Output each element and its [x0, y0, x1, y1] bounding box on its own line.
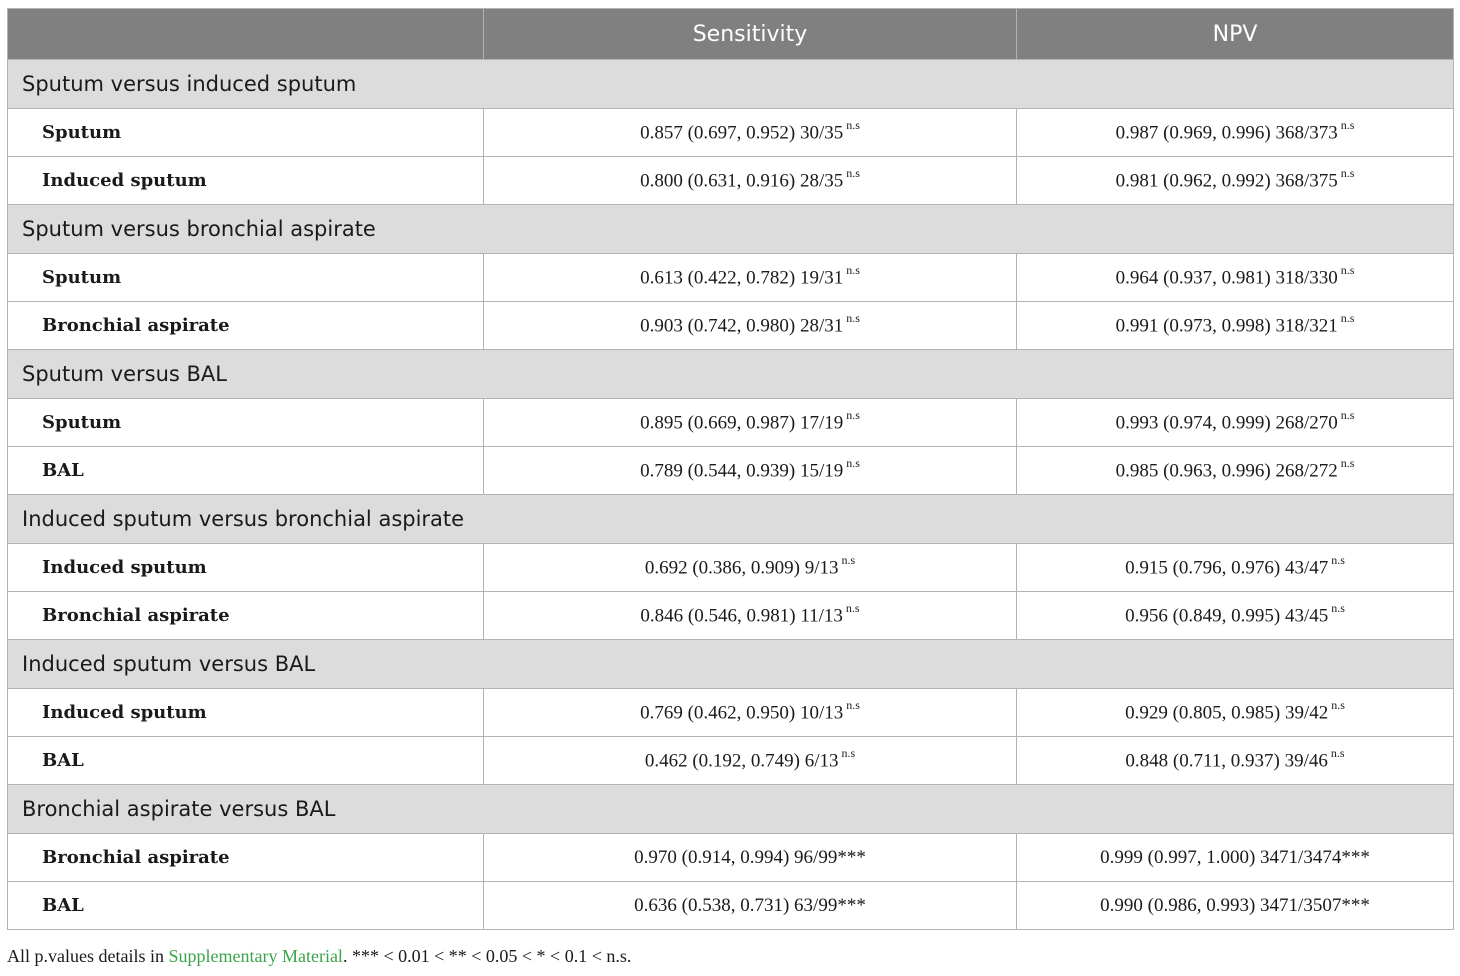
sensitivity-value-cell	[484, 834, 1017, 882]
sensitivity-value-cell	[484, 592, 1017, 640]
significance-marker: n.s	[846, 311, 860, 326]
group-title: Sputum versus bronchial aspirate	[8, 205, 1454, 254]
npv-value: 0.929 (0.805, 0.985) 39/42	[1125, 702, 1329, 724]
specimen-label: Bronchial aspirate	[8, 302, 484, 350]
specimen-label: Sputum	[8, 399, 484, 447]
table-row	[8, 689, 1454, 737]
sensitivity-value: 0.462 (0.192, 0.749) 6/13	[644, 750, 839, 772]
significance-marker: n.s	[846, 408, 860, 423]
table-row	[8, 302, 1454, 350]
specimen-label: Bronchial aspirate	[8, 592, 484, 640]
npv-value-cell	[1017, 592, 1454, 640]
npv-value-cell	[1017, 447, 1454, 495]
table-row	[8, 834, 1454, 882]
npv-value: 0.964 (0.937, 0.981) 318/330	[1115, 267, 1338, 289]
table-row	[8, 737, 1454, 785]
specimen-label: Bronchial aspirate	[8, 834, 484, 882]
sensitivity-value: 0.636 (0.538, 0.731) 63/99***	[634, 894, 866, 916]
table-row	[8, 399, 1454, 447]
npv-value: 0.981 (0.962, 0.992) 368/375	[1115, 170, 1338, 192]
significance-marker: n.s	[1340, 166, 1355, 181]
table-row	[8, 592, 1454, 640]
results-table-container	[7, 8, 1453, 930]
significance-marker: n.s	[841, 746, 856, 761]
footnote	[7, 946, 631, 967]
header-row	[8, 9, 1454, 60]
npv-value-cell	[1017, 109, 1454, 157]
sensitivity-value-cell	[484, 302, 1017, 350]
group-header-row	[8, 785, 1454, 834]
npv-value-cell	[1017, 544, 1454, 592]
significance-marker: n.s	[1331, 698, 1345, 713]
group-title: Sputum versus induced sputum	[8, 60, 1454, 109]
significance-marker: n.s	[846, 263, 860, 278]
significance-marker: n.s	[845, 601, 860, 616]
significance-marker: n.s	[1340, 118, 1355, 133]
npv-value-cell	[1017, 302, 1454, 350]
significance-marker: n.s	[846, 166, 860, 181]
specimen-label: BAL	[8, 737, 484, 785]
group-header-row	[8, 205, 1454, 254]
sensitivity-value-cell	[484, 399, 1017, 447]
table-row	[8, 544, 1454, 592]
significance-marker: n.s	[1340, 408, 1355, 423]
footnote-prefix: All p.values details in	[7, 946, 169, 966]
group-header-row	[8, 640, 1454, 689]
group-header-row	[8, 495, 1454, 544]
sensitivity-value: 0.846 (0.546, 0.981) 11/13	[640, 605, 843, 627]
npv-value: 0.956 (0.849, 0.995) 43/45	[1125, 605, 1329, 627]
npv-value: 0.987 (0.969, 0.996) 368/373	[1115, 122, 1338, 144]
specimen-label: Sputum	[8, 109, 484, 157]
npv-value: 0.993 (0.974, 0.999) 268/270	[1115, 412, 1338, 434]
header-npv: NPV	[1017, 9, 1454, 60]
sensitivity-value-cell	[484, 109, 1017, 157]
sensitivity-value: 0.903 (0.742, 0.980) 28/31	[640, 315, 844, 337]
significance-marker: n.s	[1331, 553, 1345, 568]
sensitivity-value-cell	[484, 254, 1017, 302]
npv-value-cell	[1017, 882, 1454, 930]
significance-marker: n.s	[1340, 263, 1355, 278]
npv-value-cell	[1017, 254, 1454, 302]
table-row	[8, 882, 1454, 930]
significance-marker: n.s	[846, 698, 860, 713]
significance-marker: n.s	[1340, 311, 1355, 326]
npv-value: 0.999 (0.997, 1.000) 3471/3474***	[1100, 846, 1370, 868]
specimen-label: BAL	[8, 882, 484, 930]
sensitivity-value-cell	[484, 882, 1017, 930]
significance-marker: n.s	[846, 456, 860, 471]
group-header-row	[8, 350, 1454, 399]
sensitivity-value: 0.692 (0.386, 0.909) 9/13	[644, 557, 839, 579]
group-title: Sputum versus BAL	[8, 350, 1454, 399]
sensitivity-value-cell	[484, 689, 1017, 737]
npv-value: 0.991 (0.973, 0.998) 318/321	[1115, 315, 1338, 337]
sensitivity-value: 0.895 (0.669, 0.987) 17/19	[640, 412, 844, 434]
npv-value-cell	[1017, 834, 1454, 882]
npv-value-cell	[1017, 157, 1454, 205]
sensitivity-value-cell	[484, 447, 1017, 495]
group-title: Induced sputum versus bronchial aspirate	[8, 495, 1454, 544]
header-empty	[8, 9, 484, 60]
sensitivity-value-cell	[484, 157, 1017, 205]
supplementary-material-link[interactable]: Supplementary Material	[168, 946, 343, 966]
specimen-label: Induced sputum	[8, 689, 484, 737]
npv-value-cell	[1017, 737, 1454, 785]
table-row	[8, 109, 1454, 157]
significance-marker: n.s	[846, 118, 860, 133]
specimen-label: Induced sputum	[8, 157, 484, 205]
table-row	[8, 254, 1454, 302]
sensitivity-value-cell	[484, 544, 1017, 592]
table-body	[8, 60, 1454, 930]
significance-marker: n.s	[841, 553, 856, 568]
specimen-label: BAL	[8, 447, 484, 495]
sensitivity-value: 0.769 (0.462, 0.950) 10/13	[640, 702, 844, 724]
npv-value-cell	[1017, 689, 1454, 737]
specimen-label: Sputum	[8, 254, 484, 302]
sensitivity-value: 0.970 (0.914, 0.994) 96/99***	[634, 846, 866, 868]
significance-marker: n.s	[1330, 746, 1345, 761]
group-title: Bronchial aspirate versus BAL	[8, 785, 1454, 834]
sensitivity-value: 0.789 (0.544, 0.939) 15/19	[640, 460, 844, 482]
sensitivity-value-cell	[484, 737, 1017, 785]
sensitivity-value: 0.613 (0.422, 0.782) 19/31	[640, 267, 844, 289]
table-row	[8, 157, 1454, 205]
specimen-label: Induced sputum	[8, 544, 484, 592]
npv-value: 0.985 (0.963, 0.996) 268/272	[1115, 460, 1338, 482]
sensitivity-value: 0.800 (0.631, 0.916) 28/35	[640, 170, 844, 192]
npv-value: 0.848 (0.711, 0.937) 39/46	[1125, 750, 1328, 772]
group-header-row	[8, 60, 1454, 109]
table-row	[8, 447, 1454, 495]
npv-value: 0.915 (0.796, 0.976) 43/47	[1125, 557, 1329, 579]
results-table	[7, 8, 1454, 930]
significance-marker: n.s	[1340, 456, 1355, 471]
npv-value-cell	[1017, 399, 1454, 447]
header-sensitivity: Sensitivity	[484, 9, 1017, 60]
npv-value: 0.990 (0.986, 0.993) 3471/3507***	[1100, 894, 1370, 916]
group-title: Induced sputum versus BAL	[8, 640, 1454, 689]
significance-marker: n.s	[1331, 601, 1345, 616]
sensitivity-value: 0.857 (0.697, 0.952) 30/35	[640, 122, 844, 144]
footnote-suffix: . *** < 0.01 < ** < 0.05 < * < 0.1 < n.s.	[342, 946, 632, 966]
